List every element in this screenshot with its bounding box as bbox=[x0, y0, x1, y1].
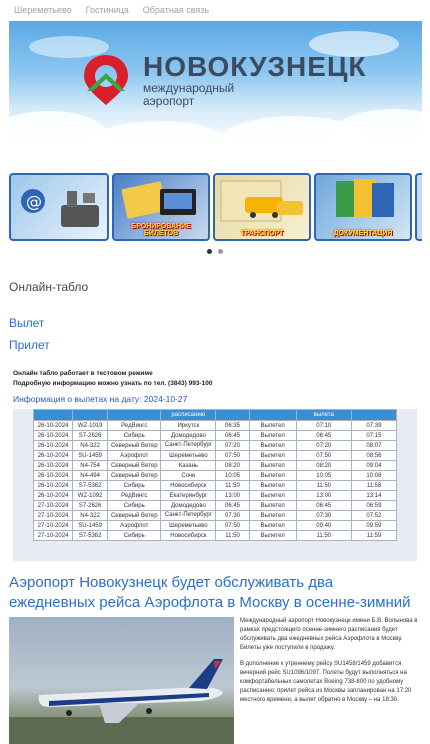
table-cell: Вылетел bbox=[249, 451, 296, 461]
online-board-heading: Онлайн-табло bbox=[9, 280, 89, 294]
table-cell: Иркутск bbox=[161, 421, 216, 431]
slide-partial[interactable] bbox=[415, 173, 422, 241]
table-cell: Северный Ветер bbox=[108, 461, 161, 471]
news-body bbox=[240, 617, 424, 712]
table-cell: 13:14 bbox=[351, 491, 396, 501]
table-row bbox=[34, 511, 397, 521]
arrival-link[interactable]: Прилет bbox=[9, 338, 50, 352]
table-cell: 07:52 bbox=[351, 511, 396, 521]
news-paragraph-2: В дополнение к утреннему рейсу SU1458/1459 добавится вечерний рейс SU1096/1097. Полеты будут выполняться на комфортабельных самолетах Boeing 738-800 по удобному расписанию: прилет рейса из Москвы запланирован на 17:20 местного времени, а вылет обратно в Москву – на 18:30. bbox=[240, 661, 412, 703]
table-cell: 08:56 bbox=[351, 451, 396, 461]
table-cell: WZ-1019 bbox=[73, 421, 108, 431]
table-cell: Северный Ветер bbox=[108, 471, 161, 481]
table-row bbox=[34, 471, 397, 481]
table-cell: N4-322 bbox=[73, 511, 108, 521]
table-cell: 07:30 bbox=[296, 511, 351, 521]
email-phone-icon bbox=[11, 175, 107, 239]
test-mode-notice bbox=[13, 369, 213, 389]
table-cell: 26-10-2024 bbox=[34, 451, 73, 461]
table-cell: 07:20 bbox=[296, 441, 351, 451]
ticket-booking-icon bbox=[114, 175, 208, 225]
airport-name: НОВОКУЗНЕЦК bbox=[143, 51, 367, 82]
table-cell: 09:04 bbox=[351, 461, 396, 471]
table-cell: SU-1459 bbox=[73, 451, 108, 461]
header-banner bbox=[9, 21, 422, 149]
airport-logo[interactable] bbox=[79, 51, 367, 109]
table-cell: Вылетел bbox=[249, 421, 296, 431]
table-cell: 27-10-2024 bbox=[34, 501, 73, 511]
table-cell: N4-494 bbox=[73, 471, 108, 481]
table-cell: 08:07 bbox=[351, 441, 396, 451]
table-cell: Вылетел bbox=[249, 461, 296, 471]
table-cell: 07:15 bbox=[351, 431, 396, 441]
table-row bbox=[34, 421, 397, 431]
flights-table-body bbox=[34, 421, 397, 541]
carousel-pagination bbox=[0, 249, 430, 254]
slide-documents[interactable] bbox=[314, 173, 412, 241]
table-cell: Санкт-Петербург bbox=[161, 511, 216, 521]
table-cell: 11:50 bbox=[296, 531, 351, 541]
carousel-dot-2[interactable] bbox=[218, 249, 223, 254]
table-row bbox=[34, 431, 397, 441]
transport-icon bbox=[215, 175, 309, 225]
table-cell: 07:30 bbox=[216, 511, 249, 521]
table-cell: 06:45 bbox=[216, 431, 249, 441]
table-row bbox=[34, 461, 397, 471]
table-cell: 11:50 bbox=[216, 531, 249, 541]
table-cell: Вылетел bbox=[249, 501, 296, 511]
slide-contacts[interactable] bbox=[9, 173, 109, 241]
table-cell: 11:58 bbox=[351, 481, 396, 491]
table-cell: 08:20 bbox=[216, 461, 249, 471]
table-cell: 07:10 bbox=[296, 421, 351, 431]
table-cell: 13:00 bbox=[296, 491, 351, 501]
table-cell: 06:45 bbox=[296, 501, 351, 511]
airport-subtitle-1: международный bbox=[143, 81, 235, 95]
table-cell: Вылетел bbox=[249, 521, 296, 531]
table-cell: РедВингс bbox=[108, 421, 161, 431]
table-cell: Новосибирск bbox=[161, 531, 216, 541]
slide-caption-documents: ДОКУМЕНТАЦИЯ bbox=[333, 230, 393, 237]
logo-pin-icon bbox=[79, 51, 133, 109]
table-cell: Сибирь bbox=[108, 431, 161, 441]
svg-text:@: @ bbox=[26, 192, 42, 211]
table-cell: Вылетел bbox=[249, 491, 296, 501]
table-cell: Сибирь bbox=[108, 481, 161, 491]
nav-link-hotel[interactable]: Гостиница bbox=[85, 5, 129, 15]
table-row bbox=[34, 481, 397, 491]
table-cell: 07:50 bbox=[296, 451, 351, 461]
table-cell: 27-10-2024 bbox=[34, 521, 73, 531]
table-cell: SU-1459 bbox=[73, 521, 108, 531]
table-cell: WZ-1092 bbox=[73, 491, 108, 501]
table-cell: Сочи bbox=[161, 471, 216, 481]
table-cell: 11:50 bbox=[216, 481, 249, 491]
table-cell: Новосибирск bbox=[161, 481, 216, 491]
table-cell: 26-10-2024 bbox=[34, 431, 73, 441]
table-row bbox=[34, 491, 397, 501]
table-cell: 10:05 bbox=[216, 471, 249, 481]
news-paragraph-1: Международный аэропорт Новокузнецк имени Б.В. Волынова в рамках предстоящего осенне-зимнего расписания будет обслуживать два ежедневных рейса Аэрофлота в Москву. Билеты уже поступили в продажу. bbox=[240, 618, 418, 651]
table-cell: Казань bbox=[161, 461, 216, 471]
carousel-dot-1[interactable] bbox=[207, 249, 212, 254]
table-cell: S7-5362 bbox=[73, 481, 108, 491]
table-row bbox=[34, 451, 397, 461]
table-cell: Аэрофлот bbox=[108, 521, 161, 531]
table-cell: Шереметьево bbox=[161, 521, 216, 531]
documents-icon bbox=[316, 175, 410, 225]
table-cell: 27-10-2024 bbox=[34, 531, 73, 541]
table-cell: 26-10-2024 bbox=[34, 481, 73, 491]
table-header-row: расписанию вылета bbox=[34, 410, 397, 421]
notice-line-2: Подробную информацию можно узнать по тел. (3843) 993-100 bbox=[13, 380, 213, 387]
table-cell: 26-10-2024 bbox=[34, 421, 73, 431]
table-cell: Северный Ветер bbox=[108, 511, 161, 521]
airport-subtitle-2: аэропорт bbox=[143, 94, 195, 108]
table-cell: 13:00 bbox=[216, 491, 249, 501]
table-row bbox=[34, 531, 397, 541]
table-cell: N4-754 bbox=[73, 461, 108, 471]
table-cell: Вылетел bbox=[249, 441, 296, 451]
table-cell: 26-10-2024 bbox=[34, 471, 73, 481]
table-cell: 07:50 bbox=[216, 451, 249, 461]
flights-table bbox=[33, 409, 397, 541]
slide-booking[interactable] bbox=[112, 173, 210, 241]
notice-line-1: Онлайн табло работает в тестовом режиме bbox=[13, 370, 153, 377]
table-cell: 06:59 bbox=[351, 501, 396, 511]
table-cell: Домодедово bbox=[161, 501, 216, 511]
table-cell: 06:45 bbox=[296, 431, 351, 441]
table-cell: Сибирь bbox=[108, 501, 161, 511]
table-cell: 27-10-2024 bbox=[34, 511, 73, 521]
aircraft-icon bbox=[9, 617, 234, 744]
table-cell: Северный Ветер bbox=[108, 441, 161, 451]
news-photo-aircraft bbox=[9, 617, 234, 744]
board-date-info: Информация о вылетах на дату: 2024-10-27 bbox=[13, 394, 188, 404]
flight-board-scroll[interactable] bbox=[33, 409, 397, 561]
table-row bbox=[34, 441, 397, 451]
table-cell: 09:40 bbox=[296, 521, 351, 531]
flight-board bbox=[13, 409, 417, 561]
table-cell: Вылетел bbox=[249, 471, 296, 481]
table-cell: 07:50 bbox=[216, 521, 249, 531]
table-cell: S7-5362 bbox=[73, 531, 108, 541]
table-cell: 10:08 bbox=[351, 471, 396, 481]
table-cell: РедВингс bbox=[108, 491, 161, 501]
table-cell: Аэрофлот bbox=[108, 451, 161, 461]
table-cell: Вылетел bbox=[249, 531, 296, 541]
table-cell: Сибирь bbox=[108, 531, 161, 541]
table-cell: Санкт-Петербург bbox=[161, 441, 216, 451]
table-cell: 26-10-2024 bbox=[34, 491, 73, 501]
departure-link[interactable]: Вылет bbox=[9, 316, 45, 330]
table-row bbox=[34, 521, 397, 531]
table-cell: Вылетел bbox=[249, 511, 296, 521]
table-cell: 06:35 bbox=[216, 421, 249, 431]
top-navigation bbox=[0, 0, 430, 20]
table-cell: 07:20 bbox=[216, 441, 249, 451]
slide-transport[interactable] bbox=[213, 173, 311, 241]
table-row bbox=[34, 501, 397, 511]
slide-caption-transport: ТРАНСПОРТ bbox=[240, 230, 284, 237]
table-cell: Шереметьево bbox=[161, 451, 216, 461]
nav-link-sheremetyevo[interactable]: Шереметьево bbox=[14, 5, 72, 15]
table-cell: N4-322 bbox=[73, 441, 108, 451]
table-cell: 26-10-2024 bbox=[34, 441, 73, 451]
news-headline[interactable]: Аэропорт Новокузнецк будет обслуживать два ежедневных рейса Аэрофлота в Москву в осенне-зимний bbox=[9, 574, 411, 611]
table-cell: Екатеринбург bbox=[161, 491, 216, 501]
table-cell: 11:59 bbox=[351, 531, 396, 541]
table-cell: Домодедово bbox=[161, 431, 216, 441]
table-cell: 09:59 bbox=[351, 521, 396, 531]
table-cell: S7-2626 bbox=[73, 431, 108, 441]
services-carousel[interactable] bbox=[9, 173, 422, 243]
table-cell: 11:50 bbox=[296, 481, 351, 491]
table-cell: 26-10-2024 bbox=[34, 461, 73, 471]
slide-caption-booking: БРОНИРОВАНИЕ БИЛЕТОВ bbox=[131, 223, 191, 237]
table-cell: 10:05 bbox=[296, 471, 351, 481]
nav-link-feedback[interactable]: Обратная связь bbox=[142, 5, 210, 15]
table-cell: Вылетел bbox=[249, 481, 296, 491]
table-cell: 08:20 bbox=[296, 461, 351, 471]
table-cell: Вылетел bbox=[249, 431, 296, 441]
table-cell: 06:45 bbox=[216, 501, 249, 511]
table-cell: S7-2626 bbox=[73, 501, 108, 511]
table-cell: 07:39 bbox=[351, 421, 396, 431]
